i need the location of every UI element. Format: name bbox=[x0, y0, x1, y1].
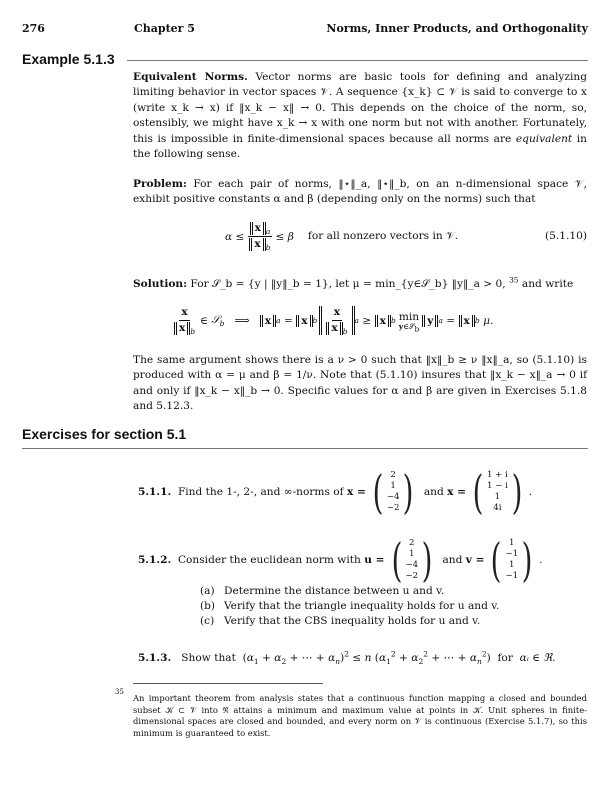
emphasized-term: equivalent bbox=[515, 132, 573, 145]
exercise-text-post: for bbox=[497, 652, 513, 664]
u-label: u = bbox=[364, 554, 385, 566]
solution-text: For 𝒮_b = {y | ‖y‖_b = 1}, let μ = min_{y∈𝒮_b} ‖y‖_a > 0, bbox=[190, 278, 506, 290]
v-label: v = bbox=[465, 554, 485, 566]
example-heading bbox=[22, 50, 588, 68]
vector-entry: −1 bbox=[505, 549, 519, 559]
vector-entry: 2 bbox=[409, 538, 415, 548]
footnote-reference: 35 bbox=[508, 275, 519, 285]
vector-u: ( 2 1 −4 −2 ) bbox=[391, 533, 433, 587]
exercise-text: Consider the euclidean norm with bbox=[177, 554, 361, 566]
run-in-title: Equivalent Norms. bbox=[133, 71, 248, 83]
item-text: Verify that the triangle inequality holds for u and v. bbox=[224, 600, 500, 612]
exercises-rule bbox=[22, 448, 588, 449]
vector-v: ( 1 −1 1 −1 ) bbox=[491, 533, 533, 587]
heading-rule bbox=[127, 60, 588, 61]
vector-entry: 2 bbox=[390, 470, 396, 480]
vector-entry: 4i bbox=[493, 503, 502, 513]
chapter-label: Chapter 5 bbox=[134, 22, 195, 35]
vector-entry: −1 bbox=[505, 571, 519, 581]
exercise-5-1-1: 5.1.1. Find the 1-, 2-, and ∞-norms of x = ( 2 1 −4 −2 ) and x = ( 1 + i 1 − i 1 4i ) . bbox=[138, 465, 533, 519]
and-word: and bbox=[442, 554, 463, 566]
solution-end: and write bbox=[521, 278, 574, 290]
footnote-text: An important theorem from analysis states that a continuous function mapping a closed and bounded subset 𝒦 ⊂ 𝒱 into ℜ attains a minimum and maximum value at points in 𝒦. Unit spheres in finite-dimensional spaces are closed and bounded, and every norm on 𝒱 is continuous (Exercise 5.1.7), so this minimum is guaranteed to exist. bbox=[133, 693, 587, 738]
problem-paragraph bbox=[133, 177, 587, 208]
x-label-2: x = bbox=[447, 486, 466, 498]
vector-entry: 1 bbox=[494, 492, 501, 502]
problem-label: Problem: bbox=[133, 178, 187, 190]
item-tag: (b) bbox=[200, 600, 216, 612]
inequality: ($\alpha_1 + \alpha_2$ + ⋯ + $\alpha_n)^2 \le n$ ($\alpha_1^2 + \alpha_2^2$ + ⋯ + $\alpha_n^2$) bbox=[242, 649, 491, 667]
vector-entry: −2 bbox=[386, 503, 400, 513]
paragraph-text: Vector norms are basic tools for defining and analyzing limiting behavior in vector spaces 𝒱. A sequence {x_k} ⊂ 𝒱 is said to converge to x (write x_k → x) if ‖x_k − x‖ → 0. This depends on the choice of the norm, so, ostensibly, we might have x_k → x with one norm but not with another. Fortunately, this is impossible in finite-dimensional spaces because all norms are bbox=[133, 71, 587, 145]
example-label: Example 5.1.3 bbox=[22, 51, 115, 67]
exercises-title: Exercises for section 5.1 bbox=[22, 426, 187, 442]
running-header bbox=[22, 22, 588, 38]
vector-entry: 1 + i bbox=[486, 470, 508, 480]
item-tag: (a) bbox=[200, 585, 215, 597]
paragraph-end: in the following sense. bbox=[133, 132, 587, 161]
vector-entry: 1 bbox=[390, 481, 396, 491]
exercises-heading bbox=[22, 425, 588, 443]
closing-paragraph: The same argument shows there is a ν > 0 such that ‖x‖_b ≥ ν ‖x‖_a, so (5.1.10) is produced with α = μ and β = 1/ν. Note that (5.1.10) insures that ‖x_k − x‖_a → 0 if and only if ‖x_k − x‖_b → 0. Specific values for α and β are given in Exercises 5.1.8 and 5.12.3. bbox=[133, 354, 587, 413]
and-word: and bbox=[423, 486, 444, 498]
x-label: x = bbox=[346, 486, 366, 498]
exercise-number: 5.1.1. bbox=[138, 486, 172, 498]
list-item bbox=[200, 599, 590, 614]
solution-paragraph bbox=[133, 277, 587, 292]
footnote-rule bbox=[133, 683, 323, 684]
item-tag: (c) bbox=[200, 615, 215, 627]
item-text: Verify that the CBS inequality holds for u and v. bbox=[224, 615, 481, 627]
item-text: Determine the distance between u and v. bbox=[224, 585, 445, 597]
footnote-mark: 35 bbox=[115, 688, 124, 696]
vector-entry: −2 bbox=[405, 571, 419, 581]
exercise-5-1-2-parts bbox=[200, 584, 590, 629]
exercise-5-1-3 bbox=[138, 649, 588, 667]
vector-x1: ( 2 1 −4 −2 ) bbox=[372, 465, 414, 519]
vector-entry: 1 bbox=[509, 560, 515, 570]
solution-label: Solution: bbox=[133, 278, 188, 290]
equation-number: (5.1.10) bbox=[545, 230, 587, 242]
vector-entry: −4 bbox=[386, 492, 400, 502]
exercise-condition: αᵢ ∈ ℜ. bbox=[519, 652, 556, 664]
list-item bbox=[200, 614, 590, 629]
vector-entry: 1 − i bbox=[486, 481, 508, 491]
exercise-text: Show that bbox=[181, 652, 236, 664]
equation-condition: for all nonzero vectors in 𝒱. bbox=[307, 230, 459, 242]
vector-entry: −4 bbox=[405, 560, 419, 570]
list-item bbox=[200, 584, 590, 599]
exercise-5-1-2: 5.1.2. Consider the euclidean norm with u = ( 2 1 −4 −2 ) and v = ( 1 −1 1 −1 ) . bbox=[138, 533, 543, 587]
exercise-text: Find the 1-, 2-, and ∞-norms of bbox=[177, 486, 344, 498]
exercise-number: 5.1.2. bbox=[138, 554, 172, 566]
equation-5-1-10: α ≤ $\frac{x _a}{x _b}$ ≤ β for all nonzero vectors in 𝒱. (5.1.10) bbox=[225, 222, 587, 253]
page-number: 276 bbox=[22, 22, 45, 35]
exercise-number: 5.1.3. bbox=[138, 652, 172, 664]
vector-entry: 1 bbox=[409, 549, 415, 559]
chapter-title: Norms, Inner Products, and Orthogonality bbox=[326, 22, 588, 35]
vector-entry: 1 bbox=[509, 538, 515, 548]
problem-text: For each pair of norms, ‖⋆‖_a, ‖⋆‖_b, on an n-dimensional space 𝒱, exhibit positive constants α and β (depending only on the norms) such that bbox=[133, 178, 587, 206]
solution-equation: $\frac{x}{x _b}$ ∈ 𝒮$_b$ ⟹ x a = x b $\frac{x}{x _b}$ a ≥ x b min y∈𝒮$_b$ y a = x b μ . bbox=[133, 306, 587, 344]
example-paragraph bbox=[133, 70, 587, 162]
vector-x2: ( 1 + i 1 − i 1 4i ) bbox=[472, 465, 523, 519]
